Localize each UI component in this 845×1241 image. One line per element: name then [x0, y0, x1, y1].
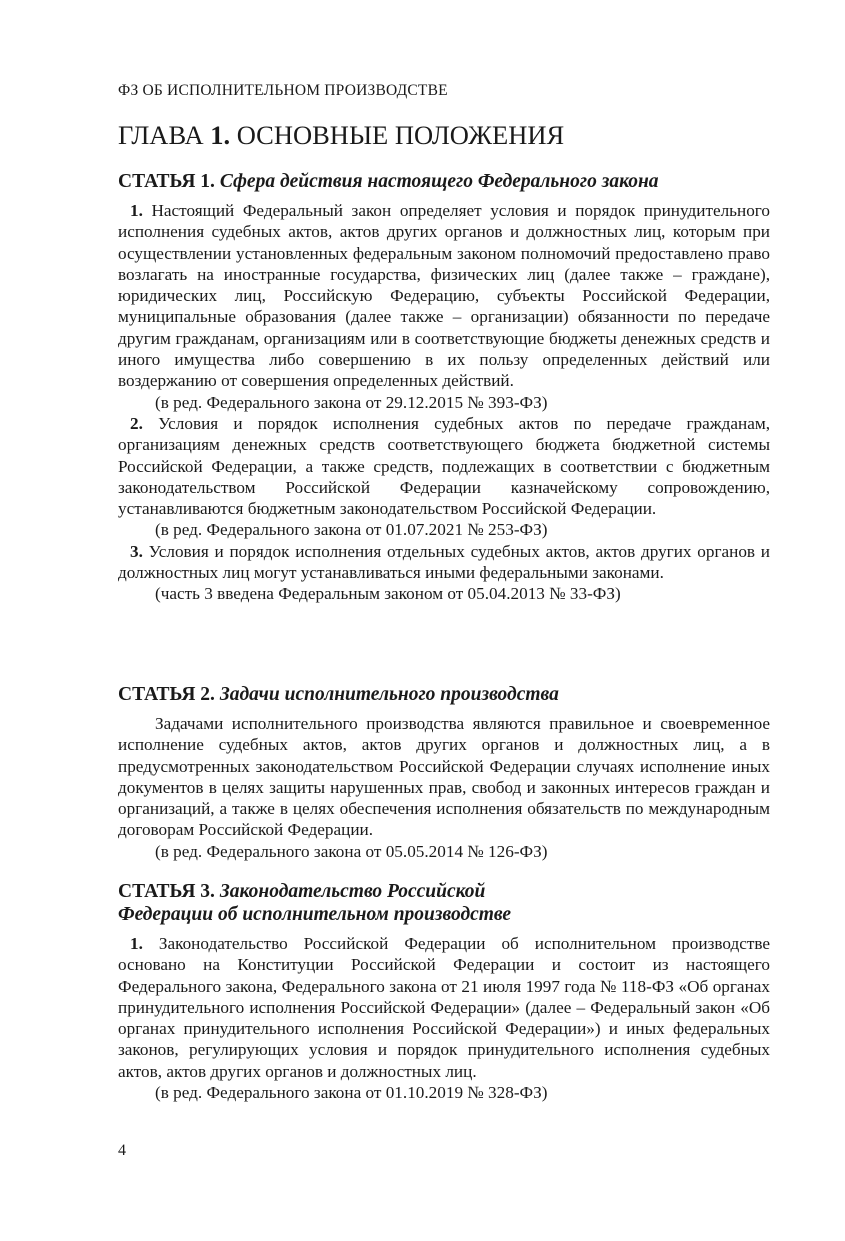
- article-3-title-line-1: Законодательство Российской: [219, 881, 486, 902]
- amendment-note: (в ред. Федерального закона от 05.05.2014 № 126-ФЗ): [155, 841, 548, 861]
- article-2-label: СТАТЬЯ 2.: [118, 684, 215, 705]
- article-3-paragraph-1: [118, 933, 770, 1082]
- paragraph-text: Настоящий Федеральный закон определяет условия и порядок принудительного исполнения судебных актов, актов других органов и должностных лиц, которым при осуществлении установленных федеральным законом полномочий предоставлено право возлагать на иностранные государства, физических лиц (далее также – граждане), юридических лиц, Российскую Федерацию, субъекты Российской Федерации, муниципальные образования (далее также – организации) обязанности по передаче другим гражданам, организациям или в соответствующие бюджеты денежных средств и иного имущества либо совершению в их пользу определенных действий или воздержанию от совершения определенных действий.: [118, 201, 771, 391]
- paragraph-number: 1.: [130, 934, 143, 953]
- article-1-heading: [118, 170, 659, 193]
- running-head: ФЗ ОБ ИСПОЛНИТЕЛЬНОМ ПРОИЗВОДСТВЕ: [118, 82, 448, 99]
- article-1-label: СТАТЬЯ 1.: [118, 171, 215, 192]
- paragraph-text: Условия и порядок исполнения отдельных судебных актов, актов других органов и должностных лиц могут устанавливаться иными федеральными законами.: [118, 541, 770, 583]
- amendment-note: (в ред. Федерального закона от 01.07.2021 № 253-ФЗ): [155, 520, 548, 540]
- chapter-number: 1.: [210, 120, 231, 150]
- amendment-note: (в ред. Федерального закона от 29.12.2015 № 393-ФЗ): [155, 392, 548, 412]
- page-number: 4: [118, 1142, 126, 1159]
- chapter-label: ГЛАВА: [118, 120, 204, 150]
- paragraph-number: 2.: [130, 413, 143, 433]
- article-3-heading: [118, 880, 511, 926]
- article-1-body: [118, 200, 770, 605]
- article-2-title: Задачи исполнительного производства: [219, 684, 559, 705]
- chapter-title: ОСНОВНЫЕ ПОЛОЖЕНИЯ: [236, 120, 565, 150]
- article-1-title: Сфера действия настоящего Федерального закона: [219, 171, 659, 192]
- paragraph-number: 1.: [130, 201, 143, 220]
- article-1-paragraph-3: [118, 541, 770, 584]
- paragraph-text: Законодательство Российской Федерации об исполнительном производстве основано на Конституции Российской Федерации и состоит из настоящего Федерального закона, Федерального закона от 21 июля 1997 года № 118-ФЗ «Об органах принудительного исполнения Российской Федерации» (далее – Федеральный закон «Об органах принудительного исполнения Российской Федерации») и иных федеральных законов, регулирующих условия и порядок принудительного исполнения судебных актов, актов других органов и должностных лиц.: [118, 934, 770, 1081]
- article-3-label: СТАТЬЯ 3.: [118, 881, 215, 902]
- article-2-body: [118, 713, 770, 862]
- amendment-note: (в ред. Федерального закона от 01.10.2019 № 328-ФЗ): [155, 1083, 548, 1103]
- article-2-paragraph-1: Задачами исполнительного производства являются правильное и своевременное исполнение судебных актов, актов других органов и должностных лиц, а в предусмотренных законодательством Российской Федерации случаях исполнение иных документов в целях защиты нарушенных прав, свобод и законных интересов граждан и организаций, а также в целях обеспечения исполнения обязательств по международным договорам Российской Федерации.: [118, 714, 770, 840]
- paragraph-number: 3.: [130, 541, 143, 561]
- article-2-heading: [118, 683, 559, 706]
- amendment-note: (часть 3 введена Федеральным законом от 05.04.2013 № 33-ФЗ): [155, 584, 621, 604]
- article-3-body: [118, 933, 770, 1103]
- chapter-heading: [118, 120, 564, 151]
- article-3-title-line-2: Федерации об исполнительном производстве: [118, 904, 512, 925]
- article-1-paragraph-1: [118, 200, 770, 392]
- paragraph-text: Условия и порядок исполнения судебных актов по передаче гражданам, организациям денежных средств соответствующего бюджета бюджетной системы Российской Федерации, а также средств, подлежащих в соответствии с бюджетным законодательством Российской Федерации казначейскому сопровождению, устанавливаются бюджетным законодательством Российской Федерации.: [118, 413, 770, 519]
- article-1-paragraph-2: [118, 413, 770, 519]
